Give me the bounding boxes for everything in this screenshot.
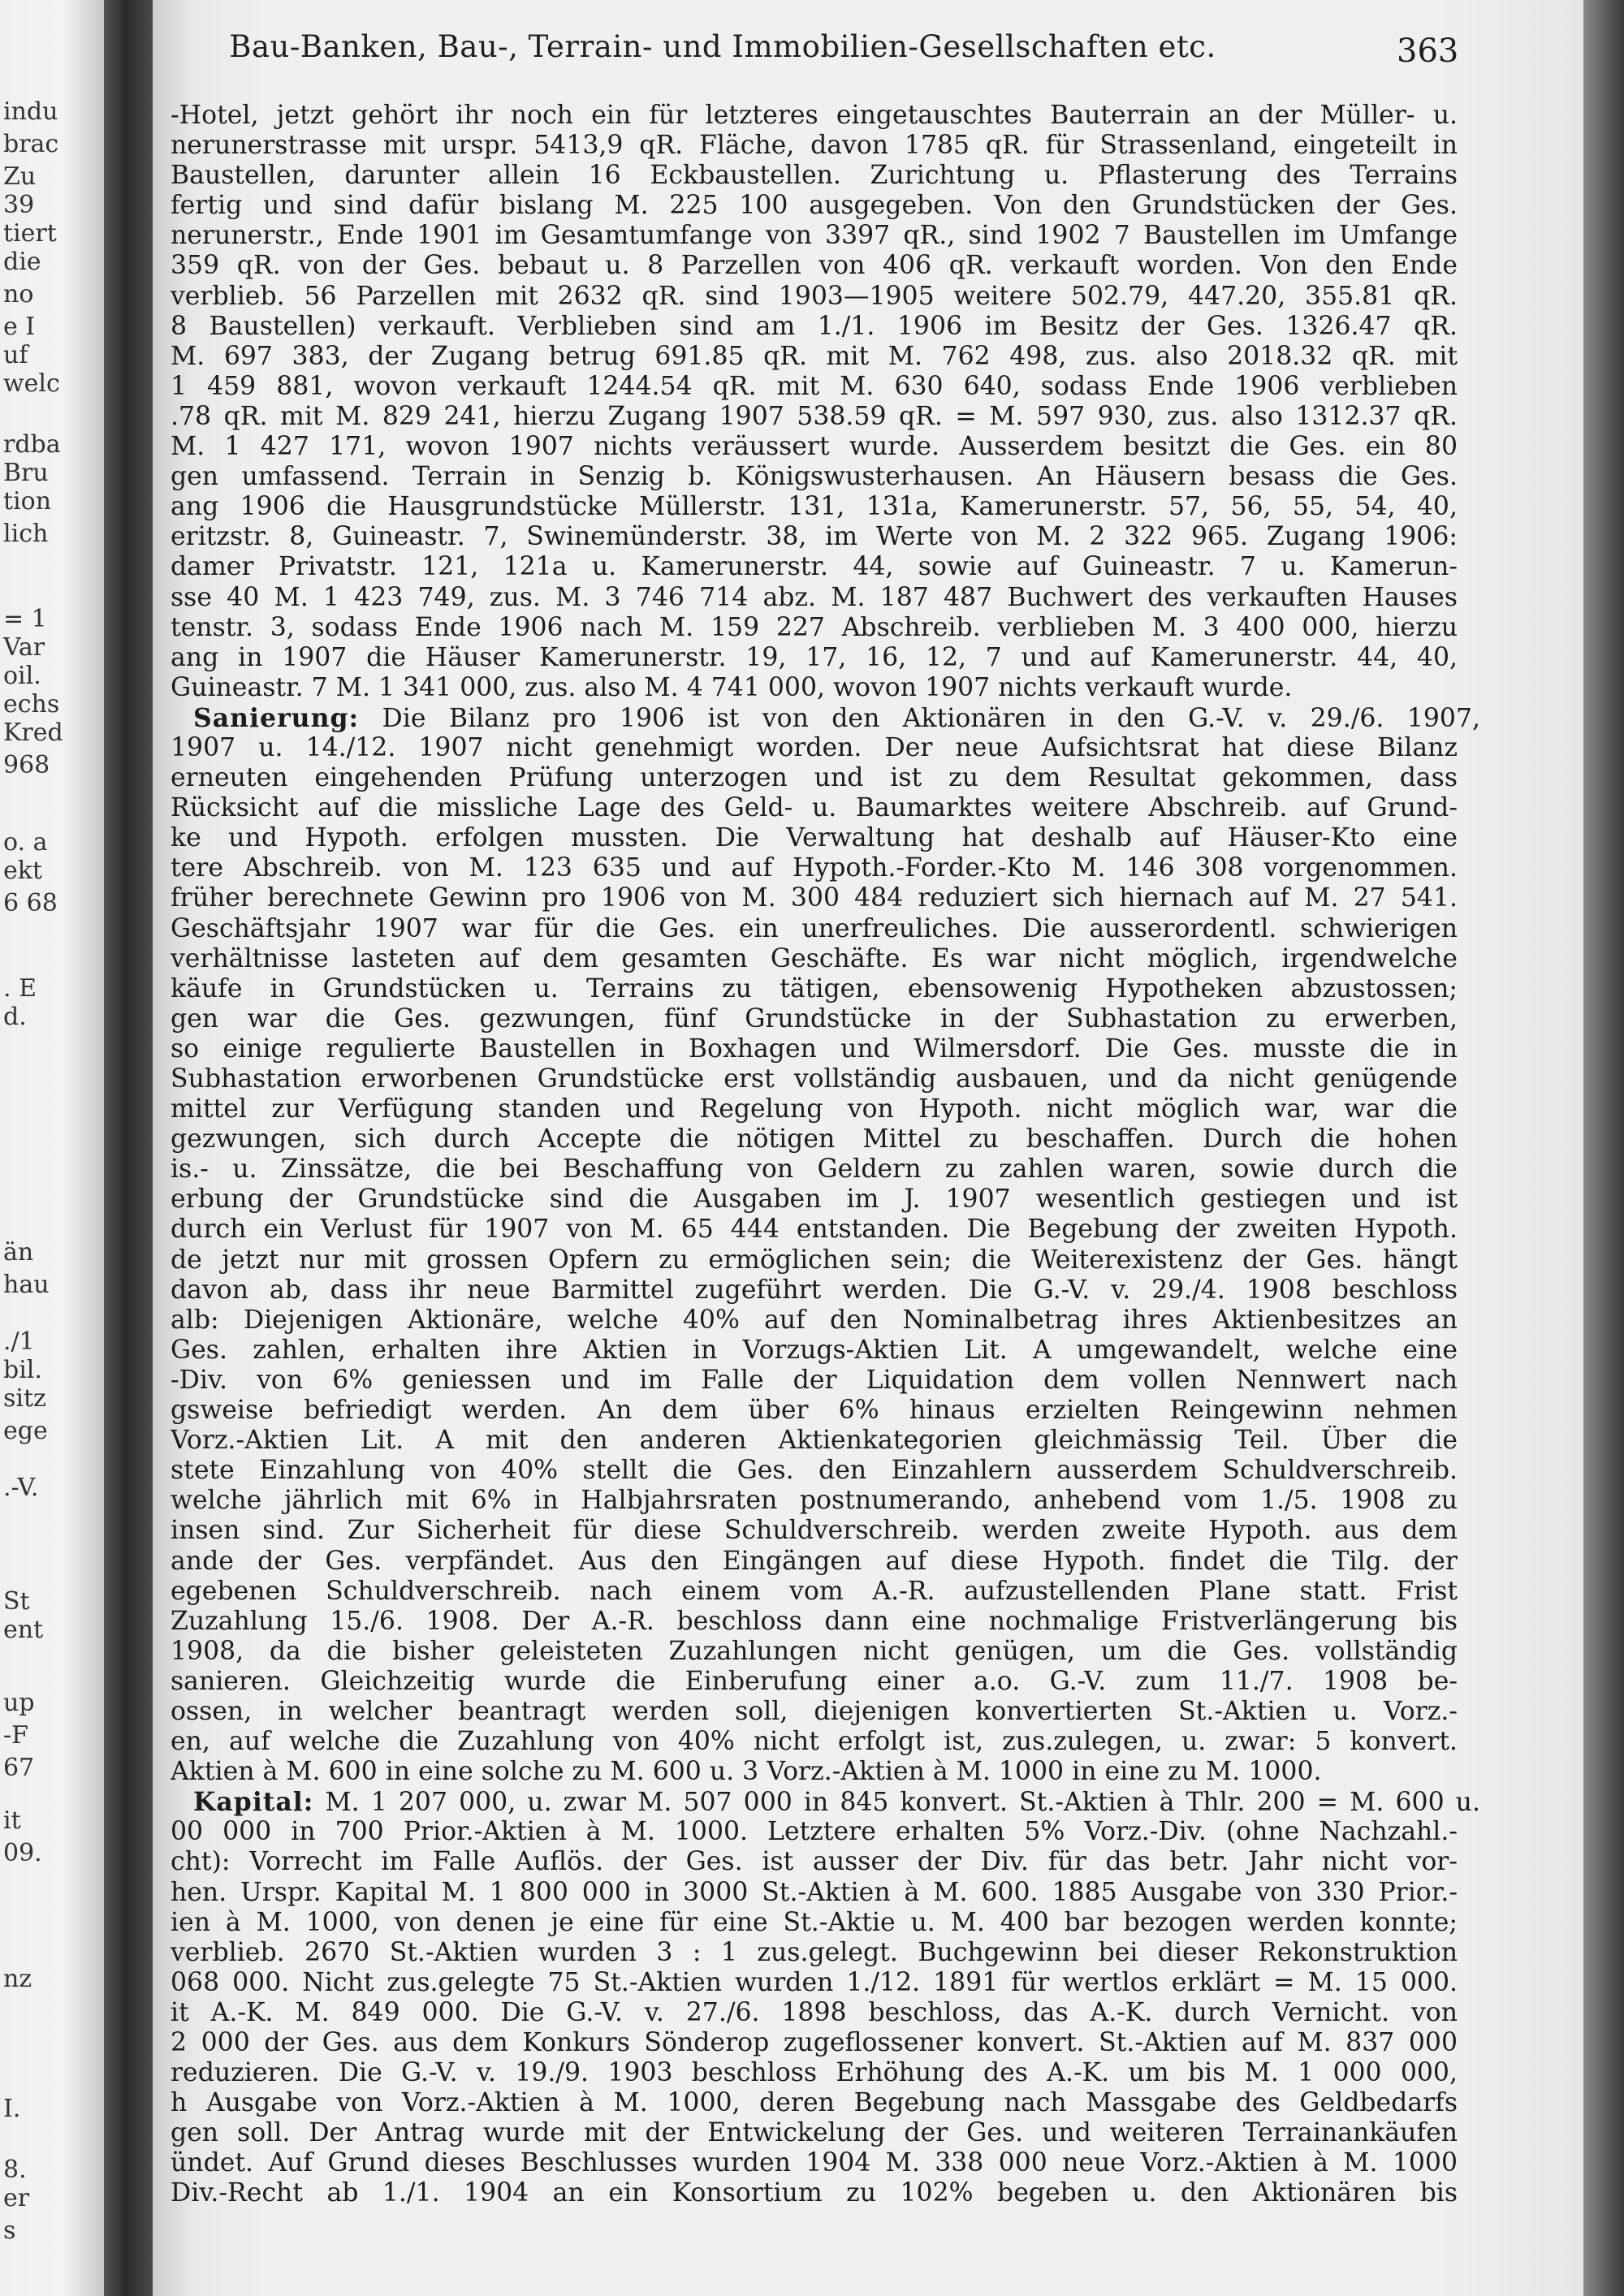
line-text: 359 qR. von der Ges. bebaut u. 8 Parzellen von 406 qR. verkauft worden. Von den Ende bbox=[171, 251, 1458, 281]
left-page-fragment: oil. bbox=[3, 662, 41, 690]
line-text: Aktien à M. 600 in eine solche zu M. 600 u. 3 Vorz.-Aktien à M. 1000 in eine zu M. 1000. bbox=[171, 1757, 1322, 1787]
line-text: ang 1906 die Hausgrundstücke Müllerstr. 131, 131a, Kamerunerstr. 57, 56, 55, 54, 40, bbox=[171, 492, 1458, 522]
line-text: h Ausgabe von Vorz.-Aktien à M. 1000, deren Begebung nach Massgabe des Geldbedarfs bbox=[171, 2088, 1458, 2118]
line-text: egebenen Schuldverschreib. nach einem vom A.-R. aufzustellenden Plane statt. Frist bbox=[171, 1576, 1458, 1606]
text-line bbox=[171, 312, 1458, 342]
text-line bbox=[171, 1727, 1458, 1757]
text-line bbox=[171, 1456, 1458, 1486]
left-page-fragment: it bbox=[3, 1806, 21, 1835]
line-text: 2 000 der Ges. aus dem Konkurs Sönderop zugeflossener konvert. St.-Aktien auf M. 837 000 bbox=[171, 2028, 1458, 2057]
line-text: .78 qR. mit M. 829 241, hierzu Zugang 1907 538.59 qR. = M. 597 930, zus. also 1312.37 qR. bbox=[171, 401, 1458, 431]
text-line bbox=[171, 1577, 1458, 1607]
line-text: käufe in Grundstücken u. Terrains zu tätigen, ebensowenig Hypotheken abzustossen; bbox=[171, 973, 1458, 1003]
left-page-fragment: Kred bbox=[3, 719, 63, 747]
left-page-fragment: no bbox=[3, 280, 34, 309]
left-page-fragment: I. bbox=[3, 2095, 21, 2123]
text-line bbox=[171, 883, 1458, 913]
text-line bbox=[171, 914, 1458, 944]
line-text: M. 697 383, der Zugang betrug 691.85 qR. mit M. 762 498, zus. also 2018.32 qR. mit bbox=[171, 341, 1458, 371]
line-text: verhältnisse lasteten auf dem gesamten Geschäfte. Es war nicht möglich, irgendwelche bbox=[171, 943, 1458, 973]
left-page-fragment: die bbox=[3, 248, 41, 276]
line-text: früher berechnete Gewinn pro 1906 von M. 300 484 reduziert sich hiernach auf M. 27 541. bbox=[171, 883, 1458, 913]
left-page-fragment: 09. bbox=[3, 1839, 42, 1867]
line-text: welche jährlich mit 6% in Halbjahrsraten postnumerando, anhebend vom 1./5. 1908 zu bbox=[171, 1486, 1458, 1516]
line-text: erneuten eingehenden Prüfung unterzogen und ist zu dem Resultat gekommen, dass bbox=[171, 763, 1458, 793]
text-line bbox=[171, 974, 1458, 1004]
left-page-fragment: ekt bbox=[3, 857, 42, 885]
left-page-fragment: tiert bbox=[3, 219, 57, 248]
right-page-edge bbox=[1583, 0, 1624, 2296]
page-number: 363 bbox=[1397, 32, 1459, 70]
text-line bbox=[171, 793, 1458, 823]
text-line bbox=[171, 1787, 1480, 1817]
line-text: verblieb. 2670 St.-Aktien wurden 3 : 1 zus.gelegt. Buchgewinn bei dieser Rekonstruktion bbox=[171, 1937, 1458, 1967]
left-page-fragment: . E bbox=[3, 974, 37, 1003]
left-page-fragment: welc bbox=[3, 369, 60, 398]
text-line bbox=[171, 1878, 1458, 1908]
left-page-fragment: indu bbox=[3, 97, 58, 126]
text-line bbox=[171, 161, 1458, 191]
left-page-fragment: 39 bbox=[3, 191, 35, 219]
text-line bbox=[171, 703, 1480, 733]
line-text: Die Bilanz pro 1906 ist von den Aktionären in den G.-V. v. 29./6. 1907, bbox=[359, 703, 1480, 733]
line-text: Div.-Recht ab 1./1. 1904 an ein Konsortium zu 102% begeben u. den Aktionären bis bbox=[171, 2178, 1458, 2208]
line-text: ang in 1907 die Häuser Kamerunerstr. 19, 17, 16, 12, 7 und auf Kamerunerstr. 44, 40, bbox=[171, 642, 1458, 672]
text-line bbox=[171, 372, 1458, 402]
left-page-fragment: Bru bbox=[3, 459, 49, 487]
line-text: ke und Hypoth. erfolgen mussten. Die Verwaltung hat deshalb auf Häuser-Kto eine bbox=[171, 823, 1458, 853]
text-line bbox=[171, 1064, 1458, 1094]
line-text: Zuzahlung 15./6. 1908. Der A.-R. beschloss dann eine nochmalige Fristverlängerung bis bbox=[171, 1606, 1458, 1636]
left-page-fragment: Var bbox=[3, 633, 45, 662]
left-page-fragment: brac bbox=[3, 130, 59, 158]
text-line bbox=[171, 1396, 1458, 1426]
line-text: reduzieren. Die G.-V. v. 19./9. 1903 beschloss Erhöhung des A.-K. um bis M. 1 000 000, bbox=[171, 2058, 1458, 2088]
text-line bbox=[171, 2058, 1458, 2088]
text-line bbox=[171, 2178, 1458, 2208]
text-line bbox=[171, 613, 1458, 643]
text-line bbox=[171, 2148, 1458, 2178]
left-page-fragment: = 1 bbox=[3, 605, 47, 633]
text-line bbox=[171, 191, 1458, 221]
line-text: mittel zur Verfügung standen und Regelung von Hypoth. nicht möglich war, war die bbox=[171, 1094, 1458, 1124]
text-line bbox=[171, 492, 1458, 522]
line-text: davon ab, dass ihr neue Barmittel zugeführt werden. Die G.-V. v. 29./4. 1908 beschloss bbox=[171, 1275, 1458, 1305]
text-line bbox=[171, 1847, 1458, 1877]
line-text: sse 40 M. 1 423 749, zus. M. 3 746 714 abz. M. 187 487 Buchwert des verkauften Hauses bbox=[171, 582, 1458, 612]
paragraph bbox=[171, 101, 1458, 703]
left-page-fragment: er bbox=[3, 2184, 30, 2212]
line-text: so einige regulierte Baustellen in Boxhagen und Wilmersdorf. Die Ges. musste die in bbox=[171, 1034, 1458, 1064]
text-line bbox=[171, 1908, 1458, 1938]
text-line bbox=[171, 1215, 1458, 1245]
line-text: M. 1 207 000, u. zwar M. 507 000 in 845 konvert. St.-Aktien à Thlr. 200 = M. 600 u. bbox=[313, 1788, 1480, 1818]
text-line bbox=[171, 763, 1458, 793]
text-line bbox=[171, 1817, 1458, 1847]
text-line bbox=[171, 1998, 1458, 2028]
text-line bbox=[171, 221, 1458, 251]
left-page-fragment: ./1 bbox=[3, 1327, 35, 1356]
text-line bbox=[171, 1516, 1458, 1546]
line-text: ündet. Auf Grund dieses Beschlusses wurden 1904 M. 338 000 neue Vorz.-Aktien à M. 1000 bbox=[171, 2148, 1458, 2178]
text-line bbox=[171, 1757, 1458, 1787]
section-heading: Sanierung: bbox=[193, 702, 360, 733]
line-text: 00 000 in 700 Prior.-Aktien à M. 1000. Letztere erhalten 5% Vorz.-Div. (ohne Nachzahl.- bbox=[171, 1817, 1458, 1847]
text-line bbox=[171, 462, 1458, 492]
line-text: Guineastr. 7 M. 1 341 000, zus. also M. 4 741 000, wovon 1907 nichts verkauft wurde. bbox=[171, 672, 1293, 702]
line-text: 8 Baustellen) verkauft. Verblieben sind am 1./1. 1906 im Besitz der Ges. 1326.47 qR. bbox=[171, 311, 1458, 341]
left-page-fragment: 8. bbox=[3, 2156, 27, 2184]
text-line bbox=[171, 643, 1458, 673]
text-line bbox=[171, 282, 1458, 312]
line-text: 1908, da die bisher geleisteten Zuzahlungen nicht genügen, um die Ges. vollständig bbox=[171, 1636, 1458, 1666]
left-page-fragment: echs bbox=[3, 690, 60, 719]
text-line bbox=[171, 251, 1458, 281]
left-page-fragment: än bbox=[3, 1238, 34, 1267]
paragraph bbox=[171, 1787, 1480, 2208]
text-line bbox=[171, 1034, 1458, 1064]
text-line bbox=[171, 552, 1458, 582]
text-line bbox=[171, 1697, 1458, 1727]
line-text: Vorz.-Aktien Lit. A mit den anderen Aktienkategorien gleichmässig Teil. Über die bbox=[171, 1426, 1458, 1456]
left-page-fragment: tion bbox=[3, 487, 52, 516]
left-page-fragment: nz bbox=[3, 1965, 32, 1993]
text-line bbox=[171, 342, 1458, 372]
left-page-fragment: 968 bbox=[3, 751, 50, 779]
line-text: M. 1 427 171, wovon 1907 nichts veräussert wurde. Ausserdem besitzt die Ges. ein 80 bbox=[171, 432, 1458, 462]
line-text: ien à M. 1000, von denen je eine für eine St.-Aktie u. M. 400 bar bezogen werden konnte; bbox=[171, 1907, 1458, 1937]
line-text: Geschäftsjahr 1907 war für die Ges. ein unerfreuliches. Die ausserordentl. schwierigen bbox=[171, 913, 1458, 943]
line-text: tere Abschreib. von M. 123 635 und auf Hypoth.-Forder.-Kto M. 146 308 vorgenommen. bbox=[171, 853, 1458, 883]
left-page-fragment: d. bbox=[3, 1003, 27, 1031]
left-page-fragment: sitz bbox=[3, 1384, 46, 1413]
line-text: eritzstr. 8, Guineastr. 7, Swinemünderstr. 38, im Werte von M. 2 322 965. Zugang 1906: bbox=[171, 522, 1458, 552]
left-page-fragment: ent bbox=[3, 1616, 44, 1644]
text-line bbox=[171, 733, 1458, 763]
line-text: insen sind. Zur Sicherheit für diese Schuldverschreib. werden zweite Hypoth. aus dem bbox=[171, 1516, 1458, 1546]
line-text: gezwungen, sich durch Accepte die nötigen Mittel zu beschaffen. Durch die hohen bbox=[171, 1124, 1458, 1154]
text-line bbox=[171, 583, 1458, 613]
line-text: sanieren. Gleichzeitig wurde die Einberufung einer a.o. G.-V. zum 11./7. 1908 be- bbox=[171, 1666, 1458, 1696]
text-line bbox=[171, 2118, 1458, 2148]
line-text: erbung der Grundstücke sind die Ausgaben im J. 1907 wesentlich gestiegen und ist bbox=[171, 1185, 1458, 1215]
text-line bbox=[171, 101, 1458, 131]
text-line bbox=[171, 853, 1458, 883]
line-text: Ges. zahlen, erhalten ihre Aktien in Vorzugs-Aktien Lit. A umgewandelt, welche eine bbox=[171, 1335, 1458, 1365]
left-page-fragment: s bbox=[3, 2216, 16, 2245]
line-text: damer Privatstr. 121, 121a u. Kamerunerstr. 44, sowie auf Guineastr. 7 u. Kamerun- bbox=[171, 552, 1458, 582]
text-line bbox=[171, 1968, 1458, 1998]
text-line bbox=[171, 1547, 1458, 1577]
text-line bbox=[171, 1366, 1458, 1396]
running-head: Bau-Banken, Bau-, Terrain- und Immobilien-Gesellschaften etc. bbox=[229, 29, 1216, 64]
left-page-fragment: ege bbox=[3, 1417, 48, 1445]
line-text: 068 000. Nicht zus.gelegte 75 St.-Aktien wurden 1./12. 1891 für wertlos erklärt = M. 15 000. bbox=[171, 1967, 1458, 1997]
left-page-fragment: e I bbox=[3, 313, 36, 341]
line-text: gen war die Ges. gezwungen, fünf Grundstücke in der Subhastation zu erwerben, bbox=[171, 1003, 1458, 1034]
line-text: cht): Vorrecht im Falle Auflös. der Ges. ist ausser der Div. für das betr. Jahr nicht vor- bbox=[171, 1847, 1458, 1877]
left-page-fragment: lich bbox=[3, 520, 49, 548]
text-line bbox=[171, 1486, 1458, 1516]
text-line bbox=[171, 1094, 1458, 1124]
text-line bbox=[171, 1336, 1458, 1366]
text-line bbox=[171, 1275, 1458, 1306]
line-text: 1907 u. 14./12. 1907 nicht genehmigt worden. Der neue Aufsichtsrat hat diese Bilanz bbox=[171, 732, 1458, 762]
line-text: nerunerstr., Ende 1901 im Gesamtumfange von 3397 qR., sind 1902 7 Baustellen im Umfange bbox=[171, 221, 1458, 251]
text-line bbox=[171, 673, 1458, 703]
line-text: Baustellen, darunter allein 16 Eckbaustellen. Zurichtung u. Pflasterung des Terrains bbox=[171, 161, 1458, 191]
left-page-fragment: St bbox=[3, 1587, 30, 1616]
line-text: it A.-K. M. 849 000. Die G.-V. v. 27./6. 1898 beschloss, das A.-K. durch Vernicht. von bbox=[171, 1997, 1458, 2027]
left-page-fragment: hau bbox=[3, 1271, 50, 1299]
line-text: durch ein Verlust für 1907 von M. 65 444 entstanden. Die Begebung der zweiten Hypoth. bbox=[171, 1215, 1458, 1245]
line-text: 1 459 881, wovon verkauft 1244.54 qR. mit M. 630 640, sodass Ende 1906 verblieben bbox=[171, 371, 1458, 401]
line-text: ossen, in welcher beantragt werden soll, diejenigen konvertierten St.-Aktien u. Vorz.- bbox=[171, 1696, 1458, 1726]
line-text: Rücksicht auf die missliche Lage des Geld- u. Baumarktes weitere Abschreib. auf Grund- bbox=[171, 793, 1458, 823]
body-text bbox=[171, 101, 1480, 2209]
line-text: de jetzt nur mit grossen Opfern zu ermöglichen sein; die Weiterexistenz der Ges. hängt bbox=[171, 1245, 1458, 1275]
left-page-fragment: Zu bbox=[3, 162, 37, 191]
text-line bbox=[171, 1124, 1458, 1154]
line-text: ande der Ges. verpfändet. Aus den Eingängen auf diese Hypoth. findet die Tilg. der bbox=[171, 1546, 1458, 1576]
line-text: gsweise befriedigt werden. An dem über 6% hinaus erzielten Reingewinn nehmen bbox=[171, 1396, 1458, 1426]
text-line bbox=[171, 1306, 1458, 1336]
left-page-fragment: 67 bbox=[3, 1754, 35, 1782]
line-text: -Hotel, jetzt gehört ihr noch ein für letzteres eingetauschtes Bauterrain an der Müller- u. bbox=[171, 101, 1458, 130]
text-line bbox=[171, 1607, 1458, 1637]
left-page-fragment: uf bbox=[3, 341, 28, 369]
left-page-edge bbox=[0, 0, 104, 2296]
left-page-fragment: -F bbox=[3, 1721, 28, 1750]
text-line bbox=[171, 1426, 1458, 1456]
left-page-fragment: o. a bbox=[3, 828, 48, 857]
text-line bbox=[171, 1154, 1458, 1185]
line-text: Subhastation erworbenen Grundstücke erst vollständig ausbauen, und da nicht genügende bbox=[171, 1064, 1458, 1094]
line-text: nerunerstrasse mit urspr. 5413,9 qR. Fläche, davon 1785 qR. für Strassenland, eingeteilt in bbox=[171, 131, 1458, 161]
section-heading: Kapital: bbox=[193, 1787, 314, 1818]
left-page-fragment: rdba bbox=[3, 430, 61, 459]
text-line bbox=[171, 944, 1458, 974]
text-line bbox=[171, 522, 1458, 552]
line-text: en, auf welche die Zuzahlung von 40% nicht erfolgt ist, zus.zulegen, u. zwar: 5 konvert. bbox=[171, 1727, 1458, 1757]
line-text: is.- u. Zinssätze, die bei Beschaffung von Geldern zu zahlen waren, sowie durch die bbox=[171, 1154, 1458, 1185]
text-line bbox=[171, 402, 1458, 432]
line-text: -Div. von 6% geniessen und im Falle der Liquidation dem vollen Nennwert nach bbox=[171, 1365, 1458, 1395]
text-line bbox=[171, 1667, 1458, 1697]
text-line bbox=[171, 823, 1458, 853]
line-text: hen. Urspr. Kapital M. 1 800 000 in 3000 St.-Aktien à M. 600. 1885 Ausgabe von 330 Prior.- bbox=[171, 1877, 1458, 1907]
line-text: verblieb. 56 Parzellen mit 2632 qR. sind 1903—1905 weitere 502.79, 447.20, 355.81 qR. bbox=[171, 281, 1458, 311]
line-text: fertig und sind dafür bislang M. 225 100 ausgegeben. Von den Grundstücken der Ges. bbox=[171, 191, 1458, 221]
text-line bbox=[171, 1637, 1458, 1667]
text-line bbox=[171, 1938, 1458, 1968]
line-text: alb: Diejenigen Aktionäre, welche 40% auf den Nominalbetrag ihres Aktienbesitzes an bbox=[171, 1305, 1458, 1335]
line-text: gen soll. Der Antrag wurde mit der Entwickelung der Ges. und weiteren Terrainankäufen bbox=[171, 2118, 1458, 2148]
line-text: stete Einzahlung von 40% stellt die Ges. den Einzahlern ausserdem Schuldverschreib. bbox=[171, 1456, 1458, 1486]
left-page-fragment: bil. bbox=[3, 1356, 42, 1384]
left-page-fragment: 6 68 bbox=[3, 889, 58, 917]
text-line bbox=[171, 1185, 1458, 1215]
left-page-fragment: up bbox=[3, 1689, 35, 1717]
text-line bbox=[171, 1245, 1458, 1275]
book-gutter bbox=[104, 0, 153, 2296]
text-line bbox=[171, 432, 1458, 462]
text-line bbox=[171, 1004, 1458, 1034]
text-line bbox=[171, 2028, 1458, 2058]
line-text: tenstr. 3, sodass Ende 1906 nach M. 159 227 Abschreib. verblieben M. 3 400 000, hierzu bbox=[171, 612, 1458, 642]
paragraph bbox=[171, 702, 1480, 1787]
line-text: gen umfassend. Terrain in Senzig b. Königswusterhausen. An Häusern besass die Ges. bbox=[171, 462, 1458, 492]
left-page-fragment: .-V. bbox=[3, 1474, 39, 1502]
text-line bbox=[171, 2088, 1458, 2118]
text-line bbox=[171, 131, 1458, 161]
